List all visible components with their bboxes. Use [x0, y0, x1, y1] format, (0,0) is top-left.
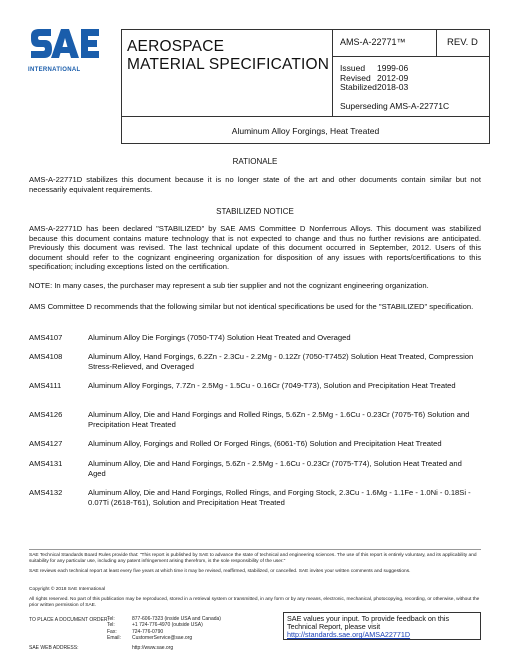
superseding-note: Superseding AMS-A-22771C	[340, 101, 450, 111]
spec-type-title	[121, 29, 333, 117]
spec-description: Aluminum Alloy, Hand Forgings, 6.2Zn - 2.3Cu - 2.2Mg - 0.12Zr (7050-T7452) Solution Heat Treated, Compression Stress-Relieved, and Overaged	[88, 352, 474, 371]
spec-description: Aluminum Alloy, Die and Hand Forgings, Rolled Rings, and Forging Stock, 2.3Cu - 1.6Mg - 1.1Fe - 1.0Ni - 0.18Si - 0.07Ti (2618-T61), Solution and Precipitation Heat Treated	[88, 488, 471, 507]
web-address-label: SAE WEB ADDRESS:	[29, 645, 79, 651]
contact-row: Tel: 877-606-7323 (inside USA and Canada)	[107, 616, 221, 622]
title-line-1: AEROSPACE	[127, 38, 225, 55]
document-subject: Aluminum Alloy Forgings, Heat Treated	[231, 126, 380, 136]
rationale-heading: RATIONALE	[232, 157, 278, 166]
footer-copyright: Copyright © 2018 SAE International	[29, 587, 106, 592]
rationale-text: AMS-A-22771D stabilizes this document because it is no longer state of the art and other documents contain similar but not necessarily equivalent requirements.	[29, 175, 481, 194]
feedback-box	[283, 612, 481, 640]
sae-logo-mark	[29, 28, 101, 66]
order-label: TO PLACE A DOCUMENT ORDER:	[29, 617, 109, 623]
sae-international-text: INTERNATIONAL	[28, 67, 81, 73]
feedback-link[interactable]: http://standards.sae.org/AMSA22771D	[287, 630, 411, 640]
spec-code: AMS4108	[29, 352, 63, 361]
customer-service-email[interactable]: CustomerService@sae.org	[132, 635, 193, 642]
doc-number: AMS-A-22771™	[340, 37, 406, 47]
footer-rights: All rights reserved. No part of this publication may be reproduced, stored in a retrieval system or transmitted, in any form or by any means, electronic, mechanical, photocopying, recording, or otherwise, without the prior written permission of SAE.	[29, 597, 480, 608]
contact-row: Tel: +1 724-776-4970 (outside USA)	[107, 622, 203, 629]
recommendation-text: AMS Committee D recommends that the following similar but not identical specifications be used for the "STABILIZED" specification.	[29, 302, 474, 311]
footer-divider	[29, 549, 481, 550]
contact-row: Fax: 724-776-0790	[107, 628, 164, 635]
footer-review: SAE reviews each technical report at least every five years at which time it may be revised, reaffirmed, stabilized, or cancelled. SAE invites your written comments and suggestions.	[29, 569, 411, 574]
spec-code: AMS4126	[29, 410, 63, 419]
stabilized-heading: STABILIZED NOTICE	[216, 207, 294, 216]
footer-policy: SAE Technical Standards Board Rules provide that: "This report is published by SAE to advance the state of technical and engineering sciences. The use of this report is entirely voluntary, and its applicability and suitability for any particular use, including any patent infringement arising therefrom, is the sole responsibility of the user."	[29, 553, 477, 564]
stabilized-text: AMS-A-22771D has been declared "STABILIZED" by SAE AMS Committee D Nonferrous Alloys. This document was stabilized because this document contains mature technology that is not expected to change and thus no further revisions are anticipated. Previously this document was revised. The last technical update of this document occurred in September, 2012. Users of this document should refer to the cognizant engineering organization for disposition of any issues with reports/certifications to this specification; including exceptions listed on the certification.	[29, 224, 481, 272]
contact-list	[107, 616, 221, 642]
spec-code: AMS4127	[29, 439, 63, 448]
spec-code: AMS4107	[29, 333, 63, 342]
revision-label: REV. D	[436, 29, 490, 56]
spec-description: Aluminum Alloy, Die and Hand Forgings and Rolled Rings, 5.6Zn - 2.5Mg - 1.6Cu - 0.23Cr (7075-T6) Solution and Precipitation Heat Treated	[88, 410, 470, 429]
note-text: NOTE: In many cases, the purchaser may represent a sub tier supplier and not the cognizant engineering organization.	[29, 281, 429, 290]
spec-description: Aluminum Alloy, Forgings and Rolled Or Forged Rings, (6061-T6) Solution and Precipitation Heat Treated	[88, 439, 442, 448]
date-row-issued: Issued 1999-06	[340, 63, 409, 73]
contact-row: Email: CustomerService@sae.org	[107, 635, 193, 642]
spec-code: AMS4111	[29, 381, 62, 390]
spec-description: Aluminum Alloy Forgings, 7.7Zn - 2.5Mg - 1.5Cu - 0.16Cr (7049-T73), Solution and Precipitation Heat Treated	[88, 381, 456, 390]
date-row-stabilized: Stabilized 2018-03	[340, 82, 409, 92]
web-address-link[interactable]: http://www.sae.org	[132, 645, 174, 651]
spec-code: AMS4131	[29, 459, 63, 468]
spec-code: AMS4132	[29, 488, 63, 497]
spec-description: Aluminum Alloy Die Forgings (7050-T74) Solution Heat Treated and Overaged	[88, 333, 351, 342]
date-list	[340, 64, 408, 93]
feedback-text: SAE values your input. To provide feedback on this Technical Report, please visit	[287, 614, 450, 632]
title-line-2: MATERIAL SPECIFICATION	[127, 56, 330, 73]
spec-description: Aluminum Alloy, Die and Hand Forgings, 5.6Zn - 2.5Mg - 1.6Cu - 0.23Cr (7075-T74), Solution Heat Treated and Aged	[88, 459, 462, 478]
date-row-revised: Revised 2012-09	[340, 72, 409, 83]
doc-number-cell	[333, 29, 490, 57]
